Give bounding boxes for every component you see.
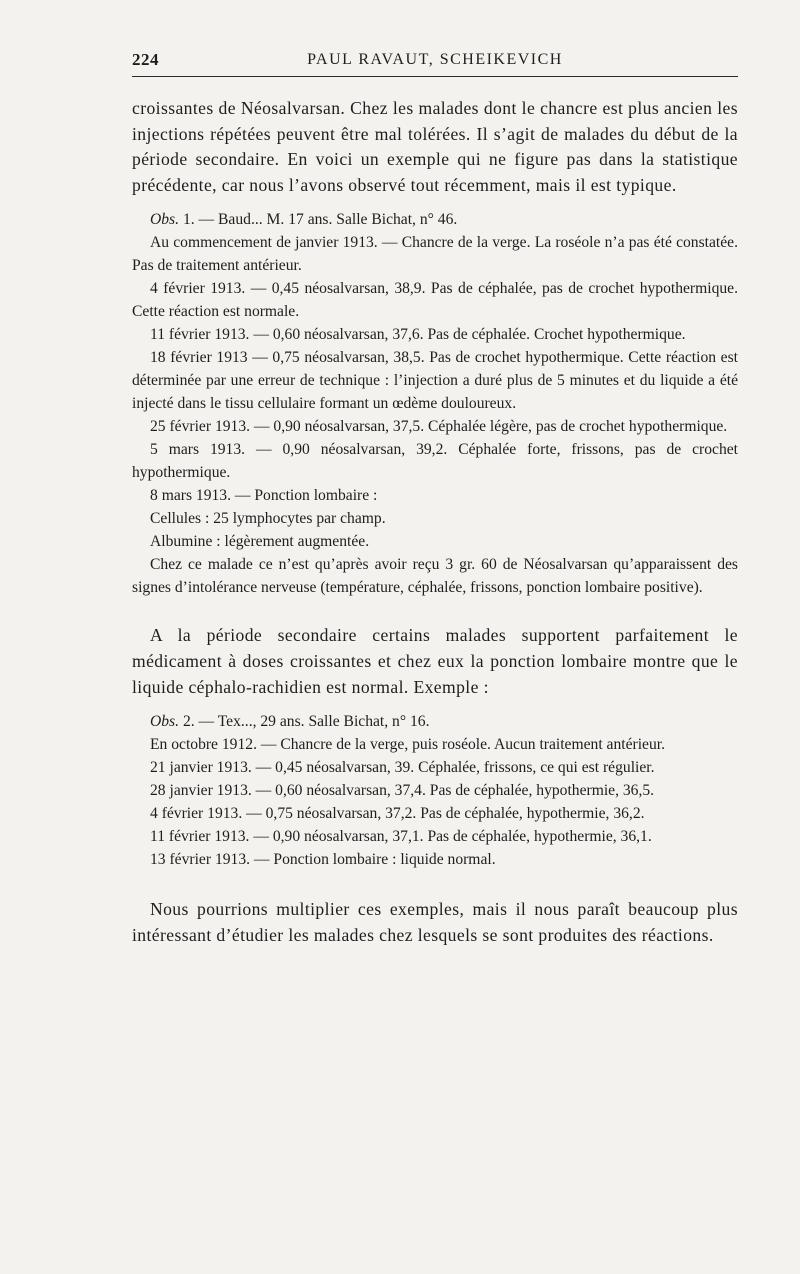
obs1-entry: 25 février 1913. — 0,90 néosalvarsan, 37,5. Céphalée légère, pas de crochet hypothermique.: [150, 418, 728, 436]
obs2-heading: [132, 710, 738, 733]
obs1-entry: 4 février 1913. — 0,45 néosalvarsan, 38,9. Pas de céphalée, pas de crochet hypothermique. Cette réaction est normale.: [132, 280, 738, 321]
obs2-label: Obs.: [150, 713, 180, 731]
obs1-heading-text: 1. — Baud... M. 17 ans. Salle Bichat, n° 46.: [182, 211, 458, 229]
closing-paragraph: Nous pourrions multiplier ces exemples, mais il nous paraît beaucoup plus intéressant d’étudier les malades chez lesquels se sont produites des réactions.: [132, 899, 738, 945]
obs2-heading-text: 2. — Tex..., 29 ans. Salle Bichat, n° 16.: [182, 713, 430, 731]
obs1-entry: Albumine : légèrement augmentée.: [150, 533, 370, 551]
obs2-entry: 13 février 1913. — Ponction lombaire : liquide normal.: [150, 851, 496, 869]
obs2-entry: 28 janvier 1913. — 0,60 néosalvarsan, 37,4. Pas de céphalée, hypothermie, 36,5.: [150, 782, 655, 800]
page-number: 224: [132, 50, 159, 69]
observation-2: [132, 710, 738, 871]
obs2-entry: 4 février 1913. — 0,75 néosalvarsan, 37,2. Pas de céphalée, hypothermie, 36,2.: [150, 805, 645, 823]
obs1-entry: Au commencement de janvier 1913. — Chancre de la verge. La roséole n’a pas été constatée. Pas de traitement antérieur.: [132, 234, 738, 275]
intro-paragraph: croissantes de Néosalvarsan. Chez les malades dont le chancre est plus ancien les injections répétées peuvent être mal tolérées. Il s’agit de malades du début de la période secondaire. En voici un exemple qui ne figure pas dans la statistique précédente, car nous l’avons observé tout récemment, mais il est typique.: [132, 98, 738, 195]
obs2-entry: En octobre 1912. — Chancre de la verge, puis roséole. Aucun traitement antérieur.: [150, 736, 666, 754]
page-header: [132, 50, 738, 77]
obs1-entry: 18 février 1913 — 0,75 néosalvarsan, 38,5. Pas de crochet hypothermique. Cette réaction est déterminée par une erreur de technique : l’injection a duré plus de 5 minutes et du liquide a été injecté dans le tissu cellulaire formant un œdème douloureux.: [132, 349, 738, 413]
obs2-entry: 21 janvier 1913. — 0,45 néosalvarsan, 39. Céphalée, frissons, ce qui est régulier.: [150, 759, 655, 777]
running-head: PAUL RAVAUT, SCHEIKEVICH: [307, 51, 563, 68]
body-text: [132, 96, 738, 948]
obs1-label: Obs.: [150, 211, 180, 229]
secondary-paragraph: A la période secondaire certains malades supportent parfaitement le médicament à doses croissantes et chez eux la ponction lombaire montre que le liquide céphalo-rachidien est normal. Exemple :: [132, 625, 738, 697]
obs1-conclusion: Chez ce malade ce n’est qu’après avoir reçu 3 gr. 60 de Néosalvarsan qu’apparaissent des signes d’intolérance nerveuse (température, céphalée, frissons, ponction lombaire positive).: [132, 556, 738, 597]
obs1-entry: Cellules : 25 lymphocytes par champ.: [150, 510, 386, 528]
obs1-entry: 8 mars 1913. — Ponction lombaire :: [150, 487, 378, 505]
observation-1: [132, 208, 738, 599]
obs1-entry: 5 mars 1913. — 0,90 néosalvarsan, 39,2. Céphalée forte, frissons, pas de crochet hypothermique.: [132, 441, 738, 482]
obs1-entry: 11 février 1913. — 0,60 néosalvarsan, 37,6. Pas de céphalée. Crochet hypothermique.: [150, 326, 686, 344]
obs2-entry: 11 février 1913. — 0,90 néosalvarsan, 37,1. Pas de céphalée, hypothermie, 36,1.: [150, 828, 652, 846]
obs1-heading: [132, 208, 738, 231]
